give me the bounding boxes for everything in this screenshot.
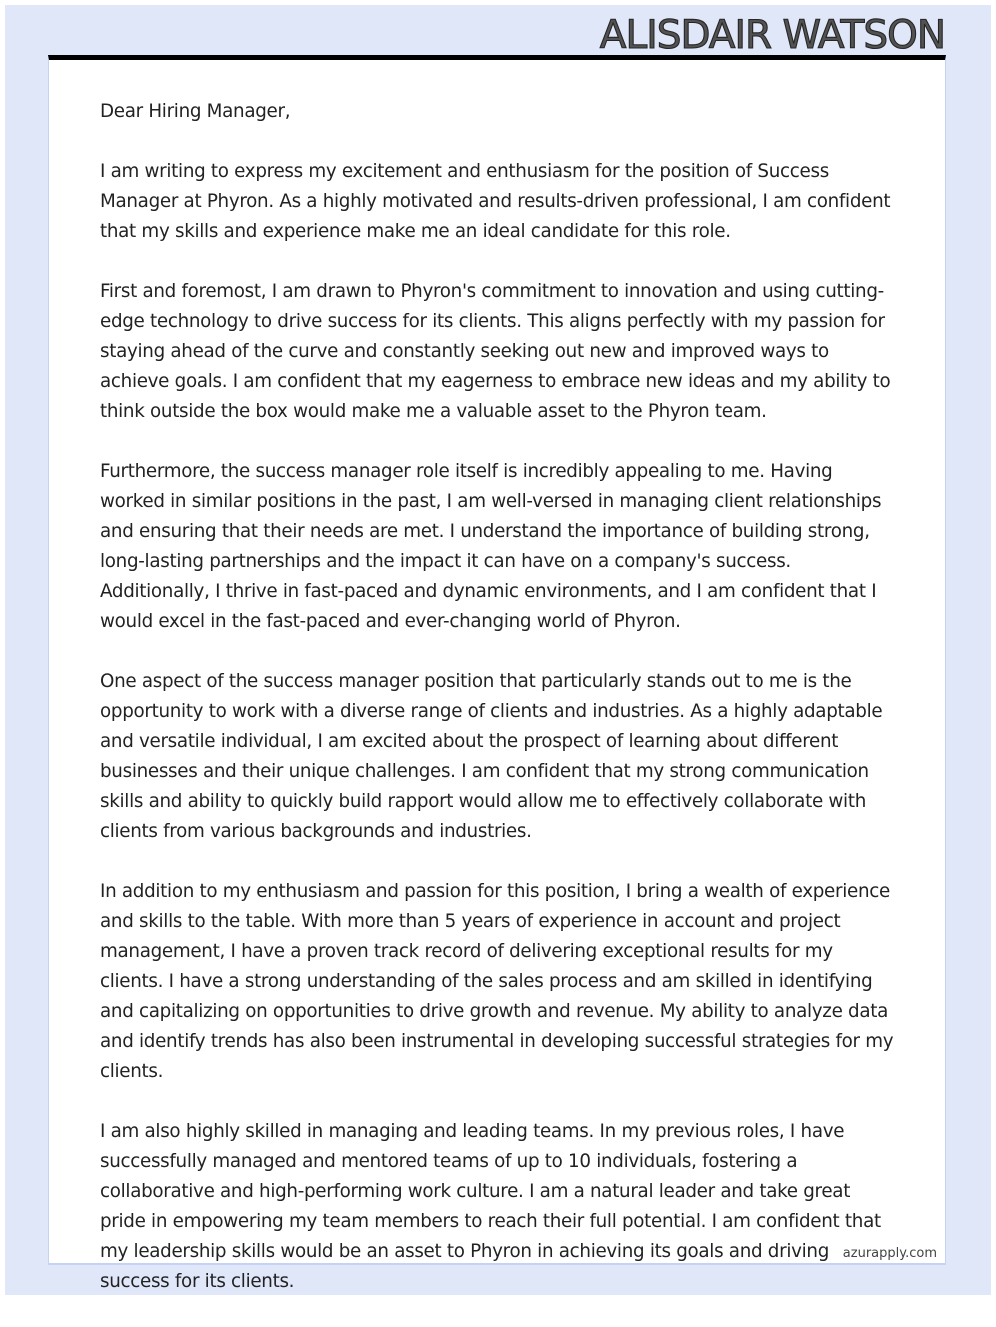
letter-paragraph: First and foremost, I am drawn to Phyron's commitment to innovation and using cutting-edge technology to drive success for its clients. This aligns perfectly with my passion for staying ahead of the curve and constantly seeking out new and improved ways to achieve goals. I am confident that my eagerness to embrace new ideas and my ability to think outside the box would make me a valuable asset to the Phyron team.: [100, 281, 891, 422]
salutation: Dear Hiring Manager,: [100, 101, 291, 122]
cover-letter-body: [100, 97, 900, 1327]
site-watermark: azurapply.com: [842, 1246, 937, 1261]
applicant-name: ALISDAIR WATSON: [599, 13, 945, 58]
letter-paragraph: I am also highly skilled in managing and leading teams. In my previous roles, I have successfully managed and mentored teams of up to 10 individuals, fostering a collaborative and high-performing work culture. I am a natural leader and take great pride in empowering my team members to reach their full potential. I am confident that my leadership skills would be an asset to Phyron in achieving its goals and driving success for its clients.: [100, 1121, 881, 1292]
letter-paragraph: Furthermore, the success manager role itself is incredibly appealing to me. Having worked in similar positions in the past, I am well-versed in managing client relationships and ensuring that their needs are met. I understand the importance of building strong, long-lasting partnerships and the impact it can have on a company's success. Additionally, I thrive in fast-paced and dynamic environments, and I am confident that I would excel in the fast-paced and ever-changing world of Phyron.: [100, 461, 882, 632]
letter-paragraph: In addition to my enthusiasm and passion for this position, I bring a wealth of experience and skills to the table. With more than 5 years of experience in account and project management, I have a proven track record of delivering exceptional results for my clients. I have a strong understanding of the sales process and am skilled in identifying and capitalizing on opportunities to drive growth and revenue. My ability to analyze data and identify trends has also been instrumental in developing successful strategies for my clients.: [100, 881, 894, 1082]
letter-paragraph: One aspect of the success manager position that particularly stands out to me is the opportunity to work with a diverse range of clients and industries. As a highly adaptable and versatile individual, I am excited about the prospect of learning about different businesses and their unique challenges. I am confident that my strong communication skills and ability to quickly build rapport would allow me to effectively collaborate with clients from various backgrounds and industries.: [100, 671, 883, 842]
letter-paragraph: I am writing to express my excitement and enthusiasm for the position of Success Manager at Phyron. As a highly motivated and results-driven professional, I am confident that my skills and experience make me an ideal candidate for this role.: [100, 161, 891, 242]
